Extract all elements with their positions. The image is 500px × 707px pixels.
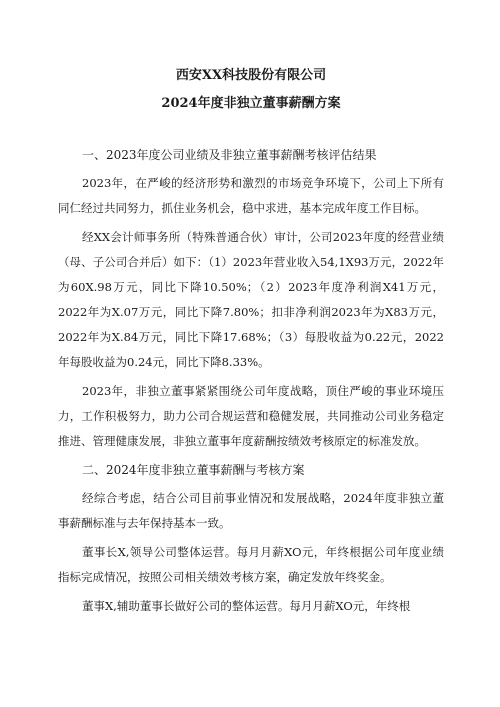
document-subtitle: 2024年度非独立董事薪酬方案	[161, 96, 341, 111]
company-title: 西安XX科技股份有限公司	[175, 68, 327, 83]
section-1-paragraph-2: 经XX会计师事务所（特殊普通合伙）审计，公司2023年度的经营业绩（母、子公司合并后）如下：（1）2023年营业收入54,1X93万元，2022年为60X.98万元，同比下降10.50%；（2）2023年度净利润X41万元，2022年为X.07万元，同比下降7.80%；扣非净利润2023年为X83万元，2022年为X.84万元，同比下降17.68%；（3）每股收益为0.22元，2022年每股收益为0.24元，同比下降8.33%。	[58, 230, 444, 369]
section-1-heading: 一、2023年度公司业绩及非独立董事薪酬考核评估结果	[82, 148, 377, 162]
section-2-paragraph-2: 董事长X,领导公司整体运营。每月月薪XO元，年终根据公司年度业绩指标完成情况，按照公司相关绩效考核方案，确定发放年终奖金。	[58, 545, 444, 584]
section-2-heading: 二、2024年度非独立董事薪酬与考核方案	[82, 463, 305, 477]
section-1-paragraph-1: 2023年，在严峻的经济形势和激烈的市场竞争环境下，公司上下所有同仁经过共同努力，抓住业务机会，稳中求进，基本完成年度工作目标。	[58, 176, 444, 215]
section-1-paragraph-3: 2023年，非独立董事紧紧围绕公司年度战略，顶住严峻的事业环境压力，工作积极努力，助力公司合规运营和稳健发展，共同推动公司业务稳定推进、管理健康发展，非独立董事年度薪酬按绩效考核原定的标准发放。	[58, 384, 444, 448]
section-2-paragraph-1: 经综合考虑，结合公司目前事业情况和发展战略，2024年度非独立董事薪酬标准与去年保持基本一致。	[58, 491, 444, 530]
section-2-paragraph-3: 董事X,辅助董事长做好公司的整体运营。每月月薪XO元，年终根	[82, 599, 411, 613]
